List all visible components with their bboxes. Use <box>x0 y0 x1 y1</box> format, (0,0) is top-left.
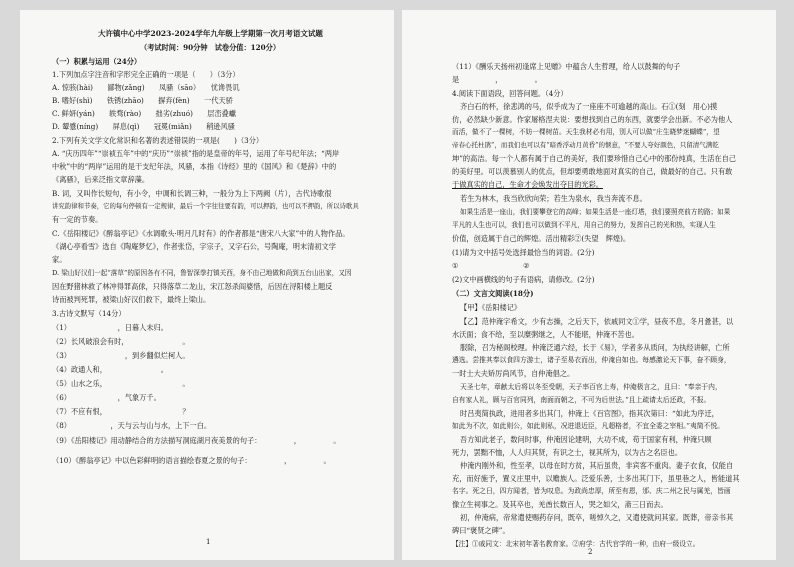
page-number: 1 <box>206 538 211 546</box>
exam-title: 大许镇中心中学2023-2024学年九年级上学期第一次月考语文试题 <box>98 29 323 38</box>
question-2: 2.下列有关文学文化常识和名著的表述错误的一项是( )（3分） <box>52 136 264 145</box>
recite-3: （3） ，到乡翻似烂柯人。 <box>52 351 190 360</box>
option-c: C. 鲜妍(yán) 轶骛(rào) 拙劣(zhuó) 层峦叠巘 <box>52 109 237 118</box>
recite-11: （11）《酬乐天扬州初逢席上见赠》中蕴含人生哲理，给人以鼓舞的句子 <box>452 62 681 71</box>
text-yi-line: 服除，召为秘阁校理。仲淹泛通六经，长于《易》，学者多从质问，为执经讲解，亡所 <box>460 343 730 352</box>
recite-11-answer: 是 ， 。 <box>452 75 542 84</box>
recite-2: （2）长风破浪会有时， 。 <box>52 337 190 346</box>
text-yi-line: 天圣七年，章献太后将以冬至受朝，天子率百官上寿，仲淹极言之，且曰：“奉亲于内， <box>460 383 722 391</box>
option-c-line1: C.《岳阳楼记》《醉翁亭记》《水调歌头·明月几时有》的作者都是“唐宋八大家”中的人物作品。 <box>52 229 350 238</box>
section-heading: （一）积累与运用（24分） <box>52 57 142 66</box>
text-yi-line: 名字。死之日，四方闻者，皆为叹息。为政尚忠厚，所至有恩，邠、庆二州之民与属羌，皆画 <box>452 487 731 495</box>
option-a-line2: 中秋”中的“两岸”运用的是干支纪年法，风骚，本指《诗经》里的《国风》和《楚辞》中的 <box>52 162 337 171</box>
option-c-line3: 家。 <box>52 255 67 264</box>
passage-line: 平凡的人生也可以，我们也可以做到不平凡，用自己的努力，发挥自己的光和热，实现人生 <box>452 221 716 229</box>
page-number: 2 <box>588 548 593 556</box>
text-jia-title: 【甲】《岳阳楼记》 <box>460 303 522 312</box>
recite-4: （4）政通人和， 。 <box>52 365 168 374</box>
section-heading: （二）文言文阅读(18分) <box>452 289 534 298</box>
text-yi-line: 像立生祠事之。及其卒也，羌酋长数百人，哭之如父，斋三日而去。 <box>452 500 668 509</box>
answer-blanks: ① ② <box>452 261 580 270</box>
option-d-line3: 诗而被判死罪，被梁山好汉们救下，最终上梁山。 <box>52 295 211 304</box>
recite-6: （6） ，气象万千。 <box>52 393 161 402</box>
text-yi-line: 如此为不次，如此则公，如此则私，况进退近臣，凡超格者，不宜全委之宰相。”夷简不悦。 <box>452 422 724 430</box>
option-b-line2: 讲究韵律和节奏，它的每句停顿有一定规律，最后一个字往往要有韵，可以押韵，也可以不押韵，所以诗歌具 <box>52 202 359 210</box>
passage-line: 坤”的高洁。每一个人都有属于自己的美好，我们要珍惜自己心中的那份纯真，生活在自己 <box>452 154 736 163</box>
option-d-line1: D. 梁山好汉们一起“落草”的原因各有不同，鲁智深拳打镇关西，身不由己地做和尚到五台山出家，又因 <box>52 269 352 277</box>
question-4-2: (2)文中画横线的句子有语病，请修改。(2分) <box>452 275 703 284</box>
text-yi-line: 一时士大夫矫厉尚风节，自仲淹倡之。 <box>452 369 575 378</box>
text-yi-line: 水沃面；食不给，至以糜粥继之，人不能堪，仲淹不苦也。 <box>452 330 639 339</box>
passage-line: 而活，做不了一棵树，不妨一棵树苗。天生我材必有用，别人可以做“庄生晓梦迷蝴蝶”，望 <box>452 128 720 136</box>
passage-line: 如果生活是一座山，我们要攀登它的高峰；如果生活是一座灯塔，我们要照亮前方的路；如果 <box>460 208 731 216</box>
option-b: B. 嗜好(shì) 铁锈(zhāo) 摒弃(fèn) 一代天骄 <box>52 96 233 105</box>
footnote: 【注】①戚同文：北宋初年著名教育家。②府学：古代官学的一种，由府一级设立。 <box>452 540 700 548</box>
question-4: 4.阅读下面语段，回答问题。（4分） <box>452 89 568 98</box>
passage-line: 的美好里。可以羡慕别人的优点，但却要勇敢地面对真实的自己，做最好的自己。只有敢 <box>452 167 733 176</box>
underlined-sentence: 于做真实的自己，生命才会焕发出夺目的光彩。 <box>452 180 603 189</box>
text-yi-line: 时吕夷简执政，进用者多出其门，仲淹上《百官图》，指其次第曰：“如此为序迁， <box>460 409 719 418</box>
option-d-line2: 因在野猪林救了林冲得罪高俅，只得落草二龙山，宋江怒杀阎婆惜，后因在浔阳楼上题反 <box>52 282 333 291</box>
text-yi-line: 充，而好施予，置义庄里中，以赡族人。泛爱乐善，士多出其门下，虽里巷之人，皆能道其 <box>452 474 740 483</box>
option-d: D. 颦蹙(níng) 屏息(qì) 冠冕(miǎn) 稍逊风骚 <box>52 122 235 131</box>
option-a-line3: 《离骚》，后来泛指文章辞藻。 <box>52 175 150 184</box>
text-yi-line: 【乙】范仲淹字希文，少有志操，之后天下，依戚同文①学，昼夜不息，冬月惫甚，以 <box>460 317 734 326</box>
exam-page-1 <box>20 10 394 560</box>
passage-line: 价值，创造属于自己的辉煌。活出精彩②(失望 辉煌)。 <box>452 234 631 243</box>
option-a-line1: A. “庆历四年”“崇祯五年”中的“庆历”“崇祯”指的是皇帝的年号，运用了年号纪年法；“两岸 <box>52 149 340 158</box>
recite-9: （9）《岳阳楼记》用动静结合的方法描写洞庭湖月夜美景的句子： ， 。 <box>52 436 341 445</box>
passage-line: 若生为林木，我当欣欣向荣；若生为泉水，我当奔流不息。 <box>460 194 647 203</box>
option-c-line2: 《湖心亭看雪》选自《陶庵梦忆》，作者张岱，字宗子，又字石公，号陶庵，明末清初文学 <box>52 242 336 251</box>
recite-1: （1） ，日暮人未归。 <box>52 323 168 332</box>
exam-meta: （考试时间：90分钟 试卷分值：120分） <box>140 43 281 52</box>
question-4-1: (1)请为文中括号处选择最恰当的词语。(2分) <box>452 248 595 257</box>
passage-line: 仿，必然缺少新意。作家屠格涅夫说：要想找到自己的东西，就要学会出新。不必为他人 <box>452 115 733 124</box>
option-b-line1: B. 词，又叫作长短句，有小令，中调和长调三种，一般分为上下两阙（片），古代诗歌很 <box>52 189 332 198</box>
question-3: 3.古诗文默写（14分） <box>52 309 126 318</box>
passage-line: 帝春心托杜鹃”，而我们也可以有“暗香浮动月黄昏”的惬意，“不要人夸好颜色，只留清气满乾 <box>452 141 719 149</box>
recite-10: （10）《醉翁亭记》中以色彩鲜明的语言描绘春夏之景的句子： ， 。 <box>52 456 331 465</box>
text-yi-line: 碑曰“褒贤之碑”。 <box>452 526 510 535</box>
text-yi-line: 吾方知此老子，数问时事，仲淹因论建明，大功不成，苟于国家有利，仲淹只顾 <box>460 435 712 444</box>
text-yi-line: 死力，罢黜不恤，人人归其贤，有识之士，视其所为，以为古之名臣也。 <box>452 448 683 457</box>
text-yi-line: 自有家人礼，顾与百官同列，南面而朝之，不可为后世法。”且上疏请太后还政，不报。 <box>452 396 711 404</box>
recite-5: （5）山水之乐， 。 <box>52 379 190 388</box>
text-yi-line: 仲淹内刚外和，性至孝，以母在时方贫，其后虽贵，非宾客不重肉。妻子衣食，仅能自 <box>460 461 734 470</box>
option-a: A. 惊骇(hài) 鄙物(zǎng) 凤骚（sāo） 忧谗畏讥 <box>52 83 240 92</box>
question-1: 1.下列加点字注音和字形完全正确的一项是（ ）（3分） <box>52 70 240 79</box>
recite-8: （8） ，天与云与山与水，上下一白。 <box>52 421 212 430</box>
text-yi-line: 遴选。尝推其奉以食四方游士，诸子至易衣而出，仲淹自如也。每感激论天下事，奋不顾身， <box>452 356 731 364</box>
text-yi-line: 初，仲淹病，帝常遣使赐药存问，既卒，嗟悼久之，又遣使就问其家。既葬，帝亲书其 <box>460 513 734 522</box>
option-b-line3: 有一定的节奏。 <box>52 215 103 224</box>
recite-7: （7）不应有恨， ？ <box>52 407 190 416</box>
exam-page-2 <box>402 10 776 560</box>
passage-line: 齐白石的杯，徐悲鸿的马，似乎成为了一座座不可逾越的高山。石①(刻 用心)摸 <box>460 102 718 111</box>
